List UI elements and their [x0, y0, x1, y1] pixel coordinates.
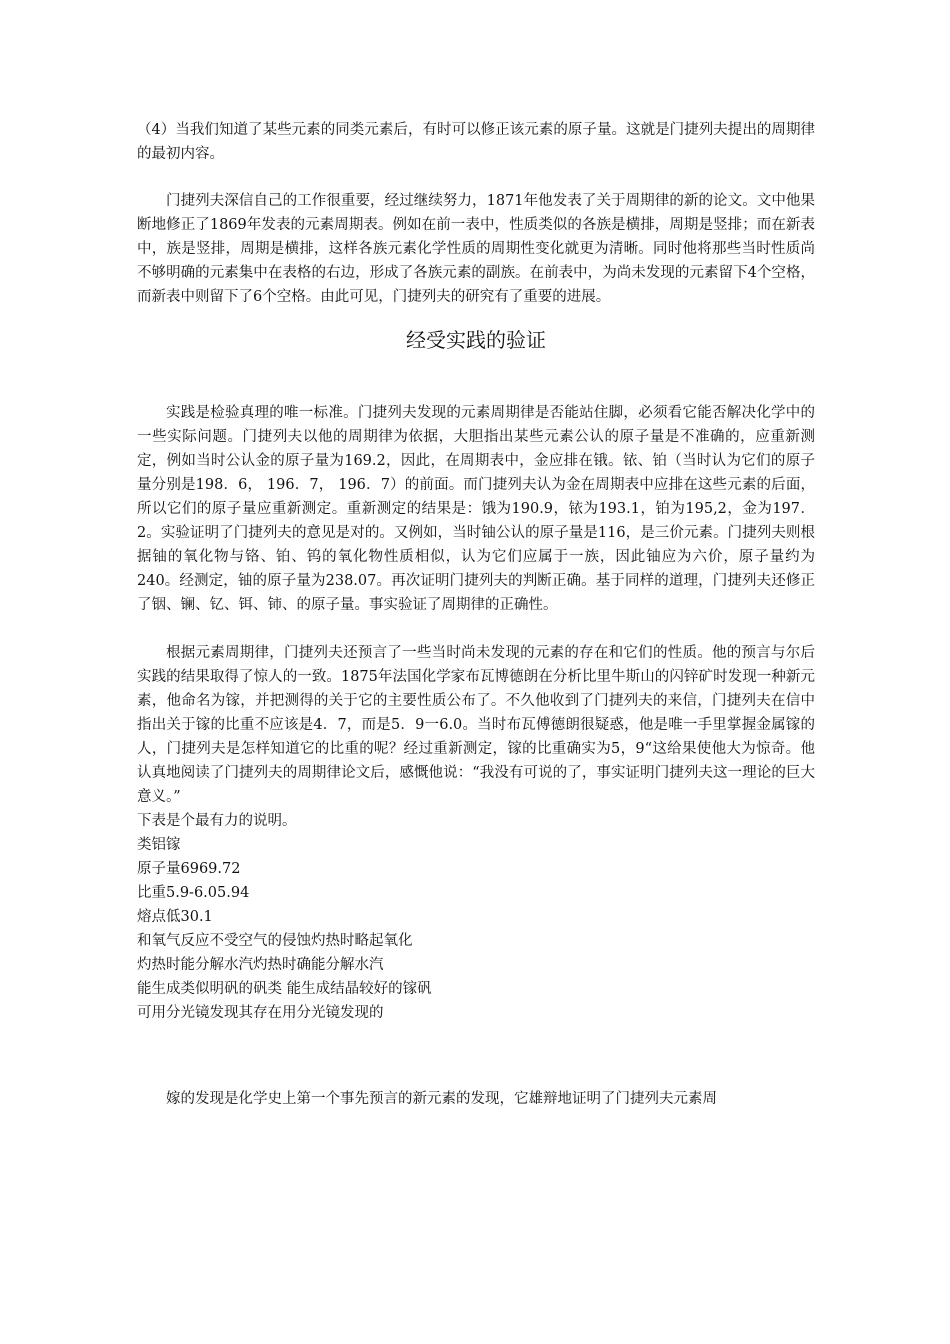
table-line: 下表是个最有力的说明。	[137, 813, 297, 829]
table-line: 比重5.9-6.05.94	[137, 885, 250, 901]
table-line: 原子量6969.72	[137, 861, 241, 877]
table-line: 可用分光镜发现其存在用分光镜发现的	[137, 1005, 384, 1021]
final-paragraph: 嫁的发现是化学史上第一个事先预言的新元素的发现，它雄辩地证明了门捷列夫元素周	[166, 1091, 717, 1107]
table-line: 灼热时能分解水汽灼热时确能分解水汽	[137, 957, 384, 973]
section-heading: 经受实践的验证	[406, 328, 546, 352]
paragraph-4: 根据元素周期律，门捷列夫还预言了一些当时尚未发现的元素的存在和它们的性质。他的预言与尔后实践的结果取得了惊人的一致。1875年法国化学家布瓦博德朗在分析比里牛斯山的闪锌矿时发现一种新元素，他命名为镓，并把测得的关于它的主要性质公布了。不久他收到了门捷列夫的来信，门捷列夫在信中指出关于镓的比重不应该是4．7，而是5．9一6.0。当时布瓦傅德朗很疑惑，他是唯一手里掌握金属镓的人，门捷列夫是怎样知道它的比重的呢？经过重新测定，镓的比重确实为5，9“这给果使他大为惊奇。他认真地阅读了门捷列夫的周期律论文后，感慨他说：“我没有可说的了，事实证明门捷列夫这一理论的巨大意义。”	[137, 645, 815, 805]
table-line: 能生成类似明矾的矾类 能生成结晶较好的镓矾	[137, 981, 432, 997]
paragraph-1: （4）当我们知道了某些元素的同类元素后，有时可以修正该元素的原子量。这就是门捷列夫提出的周期律的最初内容。	[137, 122, 815, 162]
document-page	[137, 118, 815, 1111]
comparison-table-text	[137, 809, 815, 1025]
table-line: 熔点低30.1	[137, 909, 213, 925]
table-line: 和氧气反应不受空气的侵蚀灼热时略起氧化	[137, 933, 413, 949]
paragraph-2: 门捷列夫深信自己的工作很重要，经过继续努力，1871年他发表了关于周期律的新的论文。文中他果断地修正了1869年发表的元素周期表。例如在前一表中，性质类似的各族是横排，周期是竖排；而在新表中，族是竖排，周期是横排，这样各族元素化学性质的周期性变化就更为清晰。同时他将那些当时性质尚不够明确的元素集中在表格的右边，形成了各族元素的副族。在前表中，为尚未发现的元素留下4个空格，而新表中则留下了6个空格。由此可见，门捷列夫的研究有了重要的进展。	[137, 193, 815, 305]
table-line: 类铝镓	[137, 837, 181, 853]
paragraph-3: 实践是检验真理的唯一标准。门捷列夫发现的元素周期律是否能站住脚，必须看它能否解决化学中的一些实际问题。门捷列夫以他的周期律为依据，大胆指出某些元素公认的原子量是不准确的，应重新测定，例如当时公认金的原子量为169.2，因此，在周期表中，金应排在锇。铱、铂（当时认为它们的原子量分别是198．6， 196．7， 196．7）的前面。而门捷列夫认为金在周期表中应排在这些元素的后面，所以它们的原子量应重新测定。重新测定的结果是：饿为190.9，铱为193.1，铂为195,2，金为197．2。实验证明了门捷列夫的意见是对的。又例如，当时铀公认的原子量是116，是三价元素。门捷列夫则根据铀的氧化物与铬、铂、钨的氧化物性质相似，认为它们应属于一族，因此铀应为六价，原子量约为240。经测定，铀的原子量为238.07。再次证明门捷列夫的判断正确。基于同样的道理，门捷列夫还修正了铟、镧、钇、铒、铈、的原子量。事实验证了周期律的正确性。	[137, 405, 815, 613]
